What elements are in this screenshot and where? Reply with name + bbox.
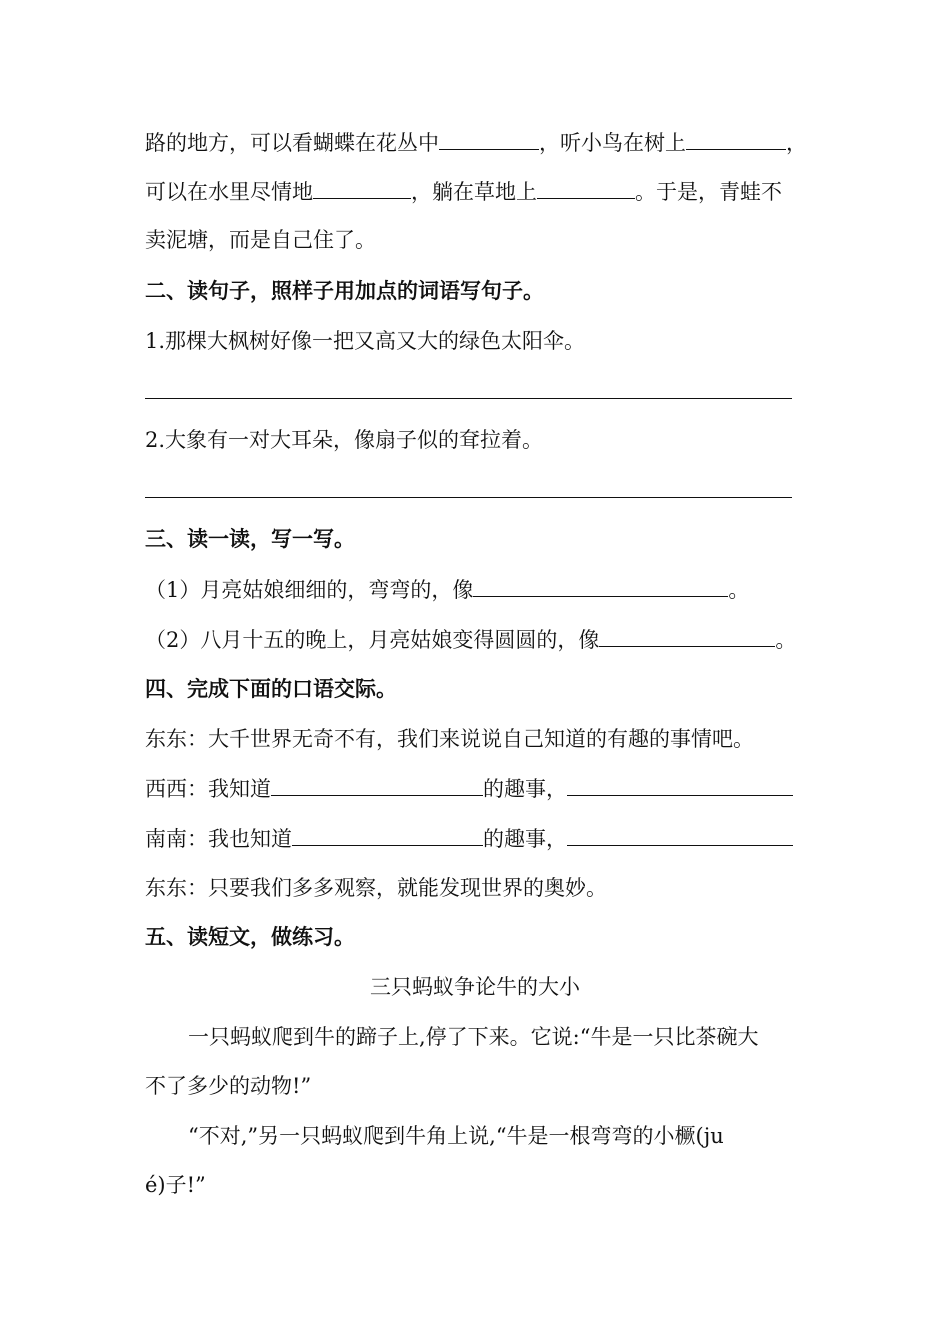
passage-line-3: 卖泥塘，而是自己住了。: [145, 228, 376, 252]
answer-blank[interactable]: [292, 823, 483, 846]
story-para-1-line-1: 一只蚂蚁爬到牛的蹄子上,停了下来。它说:“牛是一只比茶碗大: [188, 1025, 759, 1049]
section-3-heading: 三、读一读，写一写。: [145, 527, 355, 551]
answer-blank[interactable]: [599, 624, 775, 647]
section-5-heading: 五、读短文，做练习。: [145, 925, 355, 949]
section-3-item-1: （1）月亮姑娘细细的，弯弯的，像 。: [145, 574, 749, 605]
answer-blank[interactable]: [473, 574, 728, 597]
answer-blank[interactable]: [271, 773, 483, 796]
answer-line[interactable]: [145, 497, 792, 498]
answer-blank[interactable]: [313, 176, 411, 199]
answer-blank[interactable]: [686, 127, 786, 150]
passage-line-1: 路的地方，可以看蝴蝶在花丛中 ，听小鸟在树上 ，: [145, 127, 807, 158]
dialogue-line-2: 西西：我知道 的趣事，: [145, 773, 793, 804]
story-para-2-line-1: “不对,”另一只蚂蚁爬到牛角上说,“牛是一根弯弯的小橛(ju: [188, 1124, 724, 1148]
dialogue-line-3: 南南：我也知道 的趣事，: [145, 823, 793, 854]
section-4-heading: 四、完成下面的口语交际。: [145, 677, 397, 701]
story-title: 三只蚂蚁争论牛的大小: [370, 975, 580, 999]
story-para-2-line-2: é)子!”: [145, 1173, 206, 1197]
section-2-heading: 二、读句子，照样子用加点的词语写句子。: [145, 279, 544, 303]
answer-blank[interactable]: [537, 176, 635, 199]
story-para-1-line-2: 不了多少的动物!”: [145, 1074, 312, 1098]
answer-blank[interactable]: [567, 773, 793, 796]
answer-line[interactable]: [145, 398, 792, 399]
answer-blank[interactable]: [439, 127, 539, 150]
passage-line-2: 可以在水里尽情地 ，躺在草地上 。于是，青蛙不: [145, 176, 782, 207]
section-2-item-2: 2.大象有一对大耳朵，像扇子似的耷拉着。: [145, 428, 544, 452]
dialogue-line-4: 东东：只要我们多多观察，就能发现世界的奥妙。: [145, 876, 607, 900]
section-3-item-2: （2）八月十五的晚上，月亮姑娘变得圆圆的，像 。: [145, 624, 796, 655]
answer-blank[interactable]: [567, 823, 793, 846]
section-2-item-1: 1.那棵大枫树好像一把又高又大的绿色太阳伞。: [145, 329, 586, 353]
dialogue-line-1: 东东：大千世界无奇不有，我们来说说自己知道的有趣的事情吧。: [145, 727, 754, 751]
